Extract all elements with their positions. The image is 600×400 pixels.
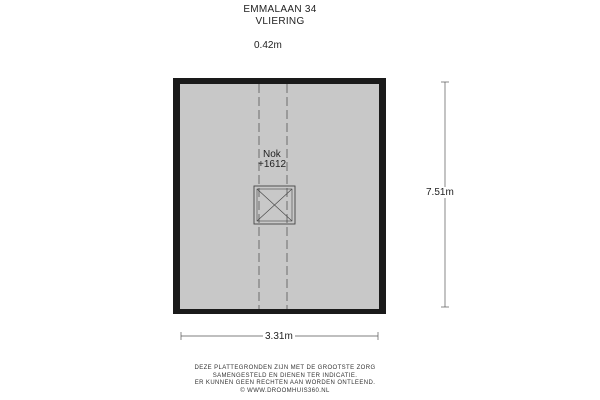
copyright-link[interactable]: © WWW.DROOMHUIS360.NL [240,387,330,394]
width-dimension: 3.31m [265,331,293,342]
disclaimer-line: DEZE PLATTEGRONDEN ZIJN MET DE GROOTSTE ZORG [194,365,376,371]
top-width-dimension: 0.42m [254,40,282,51]
address-label: EMMALAAN 34 [243,4,317,15]
room-level: +1612 [258,159,287,170]
floor-label: VLIERING [255,16,305,27]
disclaimer-line: ER KUNNEN GEEN RECHTEN AAN WORDEN ONTLEEND. [194,380,376,387]
disclaimer-line: SAMENGESTELD EN DIENEN TER INDICATIE. [212,372,358,379]
floor-area [180,84,379,309]
height-dimension: 7.51m [426,187,454,198]
disclaimer [150,365,420,395]
room-label: Nok [263,149,281,160]
